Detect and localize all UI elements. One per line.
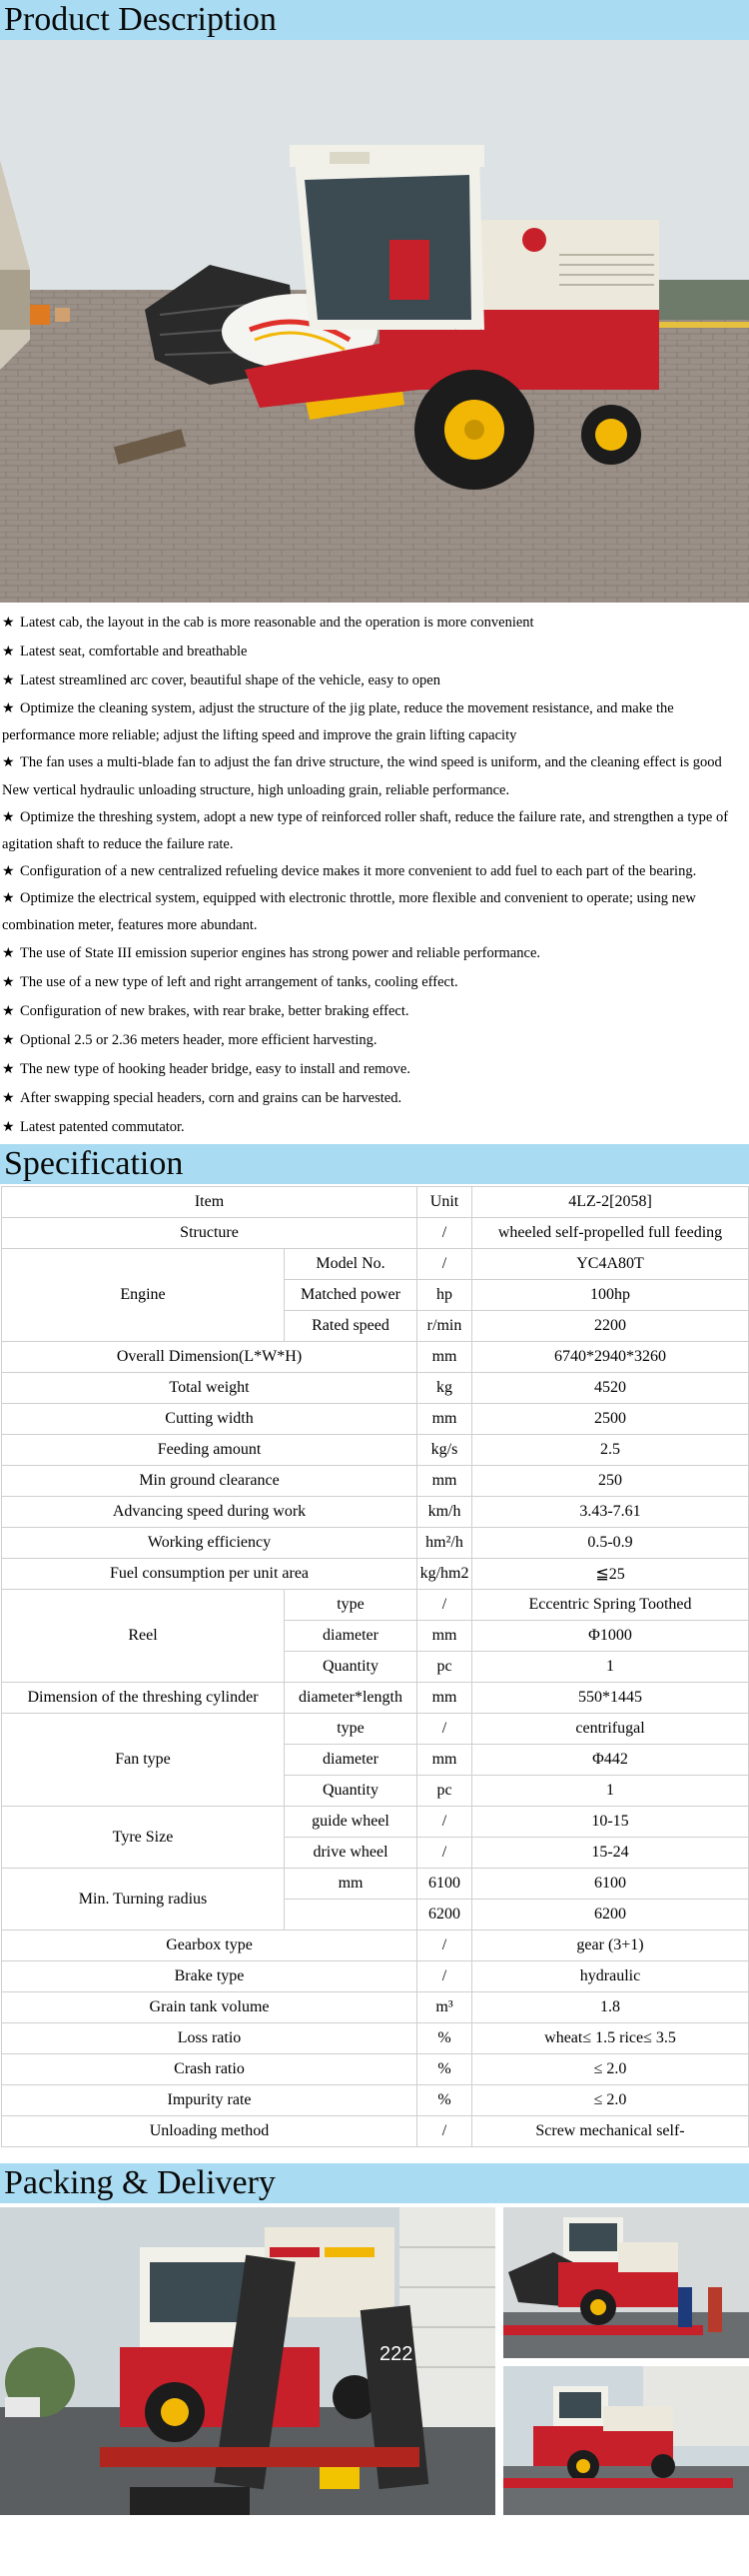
table-row — [2, 1869, 749, 1900]
feature-item: ★ Configuration of new brakes, with rear brake, better braking effect. — [2, 997, 749, 1026]
spec-value: Φ442 — [472, 1745, 749, 1776]
star-icon: ★ — [2, 644, 15, 659]
feature-item: ★ Latest patented commutator. — [2, 1113, 749, 1142]
spec-item: Cutting width — [2, 1404, 417, 1435]
feature-item: ★ Latest cab, the layout in the cab is more reasonable and the operation is more convenient — [2, 609, 749, 638]
spec-group-label: Tyre Size — [2, 1807, 285, 1869]
feature-item: ★ Optimize the cleaning system, adjust the structure of the jig plate, reduce the movement resistance, and make the performance more reliable; adjust the lifting speed and improve the grain lifting capacity — [2, 695, 749, 749]
star-icon: ★ — [2, 810, 15, 825]
spec-group-label: Engine — [2, 1249, 285, 1342]
table-row — [2, 1218, 749, 1249]
spec-unit: / — [417, 1961, 472, 1992]
spec-value: 6100 — [472, 1869, 749, 1900]
spec-item: Total weight — [2, 1373, 417, 1404]
harvester-trailer-side-photo — [503, 2366, 749, 2515]
spec-item: Dimension of the threshing cylinder — [2, 1683, 285, 1714]
spec-unit: mm — [417, 1342, 472, 1373]
star-icon: ★ — [2, 891, 15, 906]
spec-model-header: 4LZ-2[2058] — [472, 1187, 749, 1218]
product-description-header: Product Description — [0, 0, 749, 40]
feature-item: ★ Latest streamlined arc cover, beautiful shape of the vehicle, easy to open — [2, 666, 749, 695]
spec-item: Loss ratio — [2, 2023, 417, 2054]
table-row — [2, 1528, 749, 1559]
feature-item: ★ The use of State III emission superior engines has strong power and reliable performance. — [2, 939, 749, 968]
spec-group-label: Fan type — [2, 1714, 285, 1807]
table-row — [2, 2116, 749, 2147]
spec-value: ≦25 — [472, 1559, 749, 1590]
feature-item: ★ Configuration of a new centralized refueling device makes it more convenient to add fuel to each part of the bearing. — [2, 858, 749, 885]
spec-unit: / — [417, 1218, 472, 1249]
feature-item: ★ Optimize the threshing system, adopt a new type of reinforced roller shaft, reduce the failure rate, and strengthen a type of agitation shaft to reduce the failure rate. — [2, 804, 749, 858]
table-row — [2, 1497, 749, 1528]
spec-value: Eccentric Spring Toothed — [472, 1590, 749, 1621]
spec-unit: % — [417, 2054, 472, 2085]
spec-sub-item: Matched power — [285, 1280, 417, 1311]
spec-unit: 6200 — [417, 1900, 472, 1931]
spec-sub-item: Model No. — [285, 1249, 417, 1280]
feature-item: ★ After swapping special headers, corn and grains can be harvested. — [2, 1084, 749, 1113]
spec-value: 250 — [472, 1466, 749, 1497]
feature-item: ★ The new type of hooking header bridge, easy to install and remove. — [2, 1055, 749, 1084]
table-row — [2, 1807, 749, 1838]
spec-value: 4520 — [472, 1373, 749, 1404]
spec-value: 2200 — [472, 1311, 749, 1342]
star-icon: ★ — [2, 1120, 15, 1135]
spec-unit: r/min — [417, 1311, 472, 1342]
spec-value: gear (3+1) — [472, 1931, 749, 1961]
spec-sub-item: Rated speed — [285, 1311, 417, 1342]
spec-value: 1 — [472, 1652, 749, 1683]
table-row — [2, 1714, 749, 1745]
table-row — [2, 1466, 749, 1497]
spec-unit: mm — [417, 1466, 472, 1497]
spec-value: 6200 — [472, 1900, 749, 1931]
feature-item: ★ Latest seat, comfortable and breathable — [2, 638, 749, 666]
feature-item: ★ The fan uses a multi-blade fan to adjust the fan drive structure, the wind speed is uniform, and the cleaning effect is good — [2, 749, 749, 776]
spec-unit: kg/s — [417, 1435, 472, 1466]
spec-value: YC4A80T — [472, 1249, 749, 1280]
star-icon: ★ — [2, 701, 15, 716]
spec-unit: mm — [417, 1745, 472, 1776]
spec-unit: mm — [417, 1621, 472, 1652]
spec-unit-header: Unit — [417, 1187, 472, 1218]
spec-item: Grain tank volume — [2, 1992, 417, 2023]
spec-value: wheeled self-propelled full feeding — [472, 1218, 749, 1249]
spec-item: Feeding amount — [2, 1435, 417, 1466]
table-row — [2, 1404, 749, 1435]
spec-unit: hp — [417, 1280, 472, 1311]
spec-sub-item: type — [285, 1590, 417, 1621]
spec-item: Min ground clearance — [2, 1466, 417, 1497]
table-row — [2, 1435, 749, 1466]
spec-value: 2500 — [472, 1404, 749, 1435]
spec-item: Advancing speed during work — [2, 1497, 417, 1528]
star-icon: ★ — [2, 975, 15, 990]
truck-loading-photo — [0, 2207, 495, 2515]
table-row — [2, 1992, 749, 2023]
spec-unit: hm²/h — [417, 1528, 472, 1559]
table-row — [2, 2085, 749, 2116]
table-row — [2, 1961, 749, 1992]
spec-unit: pc — [417, 1652, 472, 1683]
harvester-on-trailer-photo — [503, 2207, 749, 2358]
feature-item: ★ The use of a new type of left and right arrangement of tanks, cooling effect. — [2, 968, 749, 997]
spec-item: Fuel consumption per unit area — [2, 1559, 417, 1590]
feature-item: ★ Optional 2.5 or 2.36 meters header, more efficient harvesting. — [2, 1026, 749, 1055]
table-row — [2, 2023, 749, 2054]
spec-value: Screw mechanical self- — [472, 2116, 749, 2147]
spec-value: 3.43-7.61 — [472, 1497, 749, 1528]
truck-plate-label: 222 — [379, 2343, 413, 2365]
table-row — [2, 2054, 749, 2085]
spec-unit: kg/hm2 — [417, 1559, 472, 1590]
spec-item: Working efficiency — [2, 1528, 417, 1559]
spec-sub-item: guide wheel — [285, 1807, 417, 1838]
spec-value: 15-24 — [472, 1838, 749, 1869]
spec-unit: / — [417, 1838, 472, 1869]
table-row — [2, 1683, 749, 1714]
spec-unit: mm — [417, 1404, 472, 1435]
spec-item: Unloading method — [2, 2116, 417, 2147]
spec-unit: m³ — [417, 1992, 472, 2023]
spec-value: Φ1000 — [472, 1621, 749, 1652]
spec-value: 550*1445 — [472, 1683, 749, 1714]
spec-item-header: Item — [2, 1187, 417, 1218]
spec-sub-item: diameter — [285, 1621, 417, 1652]
spec-item: Structure — [2, 1218, 417, 1249]
spec-value: 10-15 — [472, 1807, 749, 1838]
specification-header: Specification — [0, 1144, 749, 1184]
spec-value: ≤ 2.0 — [472, 2085, 749, 2116]
star-icon: ★ — [2, 755, 15, 770]
spec-unit: / — [417, 1249, 472, 1280]
spec-value: 1.8 — [472, 1992, 749, 2023]
spec-value: centrifugal — [472, 1714, 749, 1745]
spec-unit: 6100 — [417, 1869, 472, 1900]
table-row — [2, 1249, 749, 1280]
star-icon: ★ — [2, 673, 15, 688]
spec-value: ≤ 2.0 — [472, 2054, 749, 2085]
spec-value: 2.5 — [472, 1435, 749, 1466]
spec-value: wheat≤ 1.5 rice≤ 3.5 — [472, 2023, 749, 2054]
spec-unit: mm — [417, 1683, 472, 1714]
star-icon: ★ — [2, 864, 15, 879]
star-icon: ★ — [2, 1004, 15, 1019]
spec-sub-item: diameter*length — [285, 1683, 417, 1714]
table-row — [2, 1187, 749, 1218]
spec-value: 1 — [472, 1776, 749, 1807]
spec-unit: / — [417, 1714, 472, 1745]
spec-unit: km/h — [417, 1497, 472, 1528]
spec-sub-item: mm — [285, 1869, 417, 1900]
spec-sub-item-empty — [285, 1900, 417, 1931]
table-row — [2, 1931, 749, 1961]
star-icon: ★ — [2, 1062, 15, 1077]
spec-item: Overall Dimension(L*W*H) — [2, 1342, 417, 1373]
spec-unit: / — [417, 1590, 472, 1621]
packing-photos — [0, 2207, 749, 2515]
spec-sub-item: drive wheel — [285, 1838, 417, 1869]
spec-value: 0.5-0.9 — [472, 1528, 749, 1559]
spec-sub-item: type — [285, 1714, 417, 1745]
feature-item: ★ Optimize the electrical system, equipped with electronic throttle, more flexible and convenient to operate; using new combination meter, features more abundant. — [2, 885, 749, 939]
spec-unit: / — [417, 1931, 472, 1961]
spec-unit: % — [417, 2023, 472, 2054]
star-icon: ★ — [2, 1091, 15, 1106]
spec-value: 6740*2940*3260 — [472, 1342, 749, 1373]
spec-group-label: Min. Turning radius — [2, 1869, 285, 1931]
star-icon: ★ — [2, 1033, 15, 1048]
spec-sub-item: Quantity — [285, 1652, 417, 1683]
spec-group-label: Reel — [2, 1590, 285, 1683]
spec-unit: / — [417, 2116, 472, 2147]
star-icon: ★ — [2, 616, 15, 631]
table-row — [2, 1342, 749, 1373]
spec-unit: / — [417, 1807, 472, 1838]
spec-value: hydraulic — [472, 1961, 749, 1992]
spec-sub-item: diameter — [285, 1745, 417, 1776]
table-row — [2, 1590, 749, 1621]
spec-value: 100hp — [472, 1280, 749, 1311]
feature-list — [0, 603, 749, 1142]
table-row — [2, 1373, 749, 1404]
spec-item: Crash ratio — [2, 2054, 417, 2085]
table-row — [2, 1559, 749, 1590]
spec-item: Gearbox type — [2, 1931, 417, 1961]
spec-unit: pc — [417, 1776, 472, 1807]
harvester-photo — [0, 40, 749, 603]
spec-unit: kg — [417, 1373, 472, 1404]
spec-unit: % — [417, 2085, 472, 2116]
packing-delivery-header: Packing & Delivery — [0, 2163, 749, 2203]
star-icon: ★ — [2, 946, 15, 961]
specification-table — [1, 1186, 749, 2147]
spec-item: Impurity rate — [2, 2085, 417, 2116]
feature-plain-line: New vertical hydraulic unloading structure, high unloading grain, reliable performance. — [2, 782, 510, 798]
spec-item: Brake type — [2, 1961, 417, 1992]
spec-sub-item: Quantity — [285, 1776, 417, 1807]
